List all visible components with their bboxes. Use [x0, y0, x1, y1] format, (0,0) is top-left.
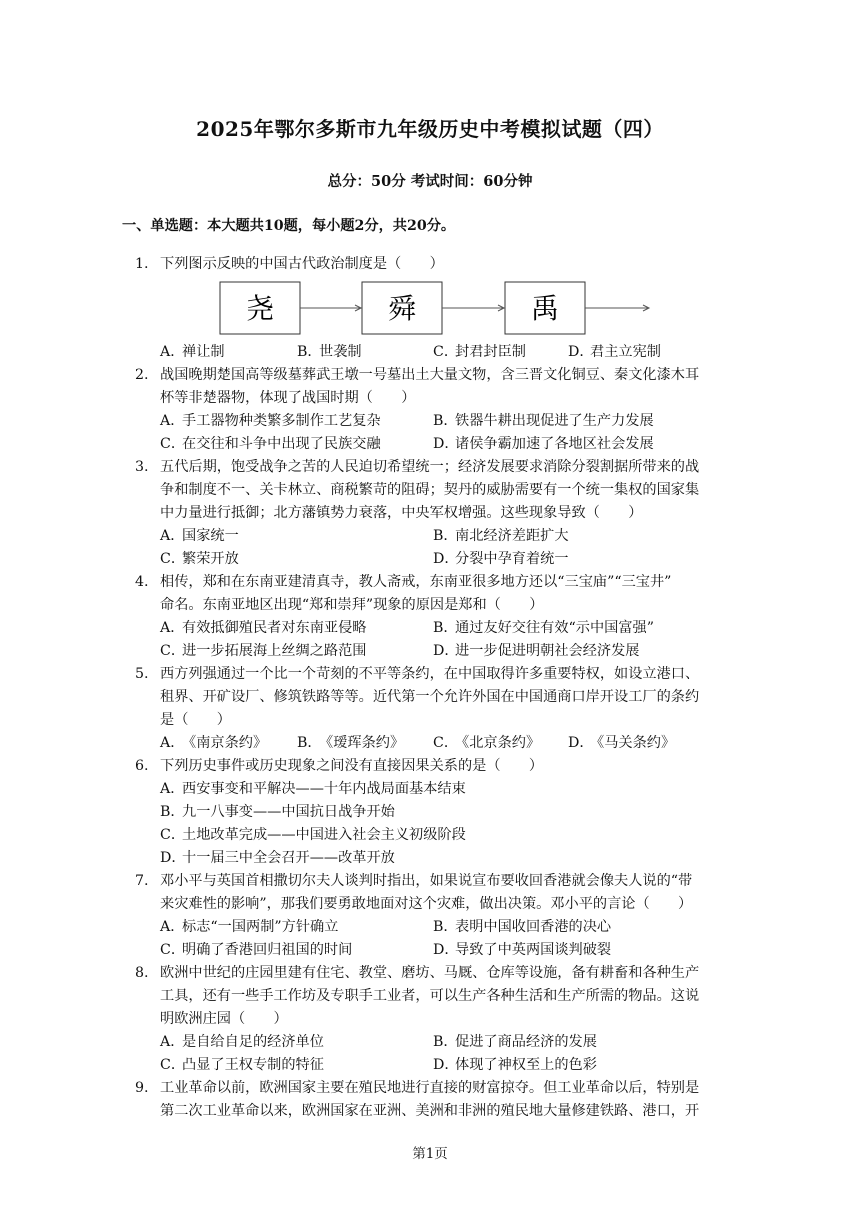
option-text: 是自给自足的经济单位	[182, 1034, 324, 1050]
question-number: 1.	[135, 256, 149, 272]
option-a[interactable]	[160, 410, 381, 433]
option-text: 《瑷珲条约》	[319, 735, 405, 751]
option-letter: D．	[568, 344, 594, 360]
option-letter: D．	[160, 850, 186, 866]
option-text: 分裂中孕育着统一	[455, 551, 569, 567]
option-text: 凸显了王权专制的特征	[182, 1057, 324, 1073]
question-stem-line	[0, 962, 860, 985]
question-stem-line	[0, 755, 860, 778]
option-text: 导致了中英两国谈判破裂	[455, 942, 612, 958]
option-a[interactable]	[160, 1031, 324, 1054]
option-d[interactable]	[433, 939, 611, 962]
diagram-label: 舜	[387, 292, 417, 325]
option-letter: C．	[160, 942, 186, 958]
succession-diagram	[0, 279, 860, 337]
option-b[interactable]	[433, 525, 569, 548]
option-a[interactable]	[160, 778, 466, 801]
question-stem-text: 相传，郑和在东南亚建清真寺，教人斋戒，东南亚很多地方还以“三宝庙”“三宝井”	[160, 574, 672, 590]
question-number: 9.	[135, 1080, 149, 1096]
option-text: 进一步拓展海上丝绸之路范围	[182, 643, 367, 659]
option-letter: A．	[160, 344, 185, 360]
option-letter: A．	[160, 620, 185, 636]
option-text: 有效抵御殖民者对东南亚侵略	[182, 620, 367, 636]
option-letter: B．	[297, 735, 322, 751]
question-1	[0, 253, 860, 364]
options-row	[0, 916, 860, 939]
options-row	[0, 433, 860, 456]
option-text: 进一步促进明朝社会经济发展	[455, 643, 640, 659]
question-8	[0, 962, 860, 1077]
question-number: 7.	[135, 873, 149, 889]
option-text: 明确了香港回归祖国的时间	[182, 942, 353, 958]
diagram-label: 尧	[245, 292, 275, 325]
options-row	[0, 525, 860, 548]
option-a[interactable]	[160, 341, 225, 364]
question-stem-line	[0, 1077, 860, 1100]
option-letter: A．	[160, 919, 185, 935]
diagram-label: 禹	[530, 292, 560, 325]
question-stem-text: 第二次工业革命以来，欧洲国家在亚洲、美洲和非洲的殖民地大量修建铁路、港口，开	[160, 1103, 700, 1119]
options-row	[0, 824, 860, 847]
option-a[interactable]	[160, 525, 239, 548]
option-d[interactable]	[433, 548, 569, 571]
option-letter: C．	[433, 735, 459, 751]
question-stem-text: 是（ ）	[160, 712, 231, 728]
options-row	[0, 778, 860, 801]
exam-subtitle: 总分：50分 考试时间：60分钟	[327, 173, 533, 190]
options-row	[0, 1054, 860, 1077]
option-letter: B．	[433, 413, 458, 429]
option-a[interactable]	[160, 617, 366, 640]
option-text: 西安事变和平解决——十年内战局面基本结束	[182, 781, 466, 797]
option-letter: B．	[433, 620, 458, 636]
option-b[interactable]	[297, 341, 362, 364]
question-stem-line	[0, 387, 860, 410]
question-stem-text: 欧洲中世纪的庄园里建有住宅、教堂、磨坊、马厩、仓库等设施，备有耕畜和各种生产	[160, 965, 700, 981]
option-c[interactable]	[160, 548, 239, 571]
option-letter: D．	[433, 436, 459, 452]
option-letter: A．	[160, 528, 185, 544]
option-d[interactable]	[568, 341, 661, 364]
section-heading: 一、单选题：本大题共10题，每小题2分，共20分。	[122, 218, 456, 234]
option-letter: A．	[160, 735, 185, 751]
option-b[interactable]	[433, 916, 611, 939]
exam-title: 2025年鄂尔多斯市九年级历史中考模拟试题（四）	[196, 117, 664, 141]
option-text: 《马关条约》	[590, 735, 676, 751]
question-stem-text: 五代后期，饱受战争之苦的人民迫切希望统一；经济发展要求消除分裂割据所带来的战	[160, 459, 700, 475]
option-text: 土地改革完成——中国进入社会主义初级阶段	[182, 827, 466, 843]
option-d[interactable]	[160, 847, 395, 870]
question-list	[0, 253, 860, 1123]
option-text: 世袭制	[319, 344, 362, 360]
question-stem-line	[0, 709, 860, 732]
question-3	[0, 456, 860, 571]
option-letter: A．	[160, 781, 185, 797]
option-b[interactable]	[160, 801, 395, 824]
options-row	[0, 732, 860, 755]
question-stem-line	[0, 571, 860, 594]
option-letter: B．	[297, 344, 322, 360]
option-text: 十一届三中全会召开——改革开放	[182, 850, 395, 866]
option-letter: D．	[433, 551, 459, 567]
question-stem-line	[0, 456, 860, 479]
option-c[interactable]	[160, 1054, 324, 1077]
option-text: 表明中国收回香港的决心	[455, 919, 612, 935]
question-stem-text: 下列历史事件或历史现象之间没有直接因果关系的是（ ）	[160, 758, 544, 774]
question-number: 3.	[135, 459, 149, 475]
option-d[interactable]	[433, 1054, 597, 1077]
option-text: 通过友好交往有效“示中国富强”	[455, 620, 654, 636]
option-letter: D．	[568, 735, 594, 751]
option-c[interactable]	[160, 939, 352, 962]
option-c[interactable]	[433, 732, 540, 755]
option-letter: A．	[160, 1034, 185, 1050]
question-stem-line	[0, 479, 860, 502]
question-stem-line	[0, 1100, 860, 1123]
option-letter: C．	[160, 551, 186, 567]
options-row	[0, 640, 860, 663]
option-c[interactable]	[160, 640, 366, 663]
option-letter: D．	[433, 643, 459, 659]
option-letter: B．	[433, 919, 458, 935]
option-text: 在交往和斗争中出现了民族交融	[182, 436, 381, 452]
option-letter: C．	[160, 436, 186, 452]
question-stem-text: 工具，还有一些手工作坊及专职手工业者，可以生产各种生活和生产所需的物品。这说	[160, 988, 700, 1004]
question-stem-text: 争和制度不一、关卡林立、商税繁苛的阻碍；契丹的威胁需要有一个统一集权的国家集	[160, 482, 700, 498]
question-stem-text: 来灾难性的影响”，那我们要勇敢地面对这个灾难，做出决策。邓小平的言论（ ）	[160, 896, 693, 912]
option-c[interactable]	[433, 341, 526, 364]
question-stem-line	[0, 985, 860, 1008]
option-text: 禅让制	[182, 344, 225, 360]
question-number: 6.	[135, 758, 149, 774]
options-row	[0, 617, 860, 640]
options-row	[0, 801, 860, 824]
option-letter: B．	[433, 528, 458, 544]
question-stem-line	[0, 870, 860, 893]
option-c[interactable]	[160, 433, 381, 456]
option-d[interactable]	[433, 640, 639, 663]
option-letter: C．	[433, 344, 459, 360]
option-letter: D．	[433, 942, 459, 958]
question-6	[0, 755, 860, 870]
option-text: 南北经济差距扩大	[455, 528, 569, 544]
option-text: 九一八事变——中国抗日战争开始	[182, 804, 395, 820]
option-a[interactable]	[160, 916, 338, 939]
option-letter: C．	[160, 643, 186, 659]
question-stem-text: 杯等非楚器物，体现了战国时期（ ）	[160, 390, 416, 406]
question-stem-text: 邓小平与英国首相撒切尔夫人谈判时指出，如果说宣布要收回香港就会像夫人说的“带	[160, 873, 693, 889]
option-letter: C．	[160, 1057, 186, 1073]
options-row	[0, 548, 860, 571]
question-number: 5.	[135, 666, 149, 682]
option-text: 国家统一	[182, 528, 239, 544]
option-letter: B．	[160, 804, 185, 820]
page-number: 第1页	[412, 1146, 448, 1162]
question-stem-line	[0, 594, 860, 617]
question-stem-line	[0, 502, 860, 525]
option-text: 君主立宪制	[590, 344, 661, 360]
option-text: 繁荣开放	[182, 551, 239, 567]
option-b[interactable]	[297, 732, 404, 755]
question-stem-line	[0, 1008, 860, 1031]
option-d[interactable]	[433, 433, 654, 456]
option-text: 铁器牛耕出现促进了生产力发展	[455, 413, 654, 429]
question-2	[0, 364, 860, 456]
question-stem-text: 命名。东南亚地区出现“郑和崇拜”现象的原因是郑和（ ）	[160, 597, 544, 613]
option-letter: D．	[433, 1057, 459, 1073]
options-row	[0, 410, 860, 433]
question-stem-text: 战国晚期楚国高等级墓葬武王墩一号墓出土大量文物，含三晋文化铜豆、秦文化漆木耳	[160, 367, 700, 383]
option-letter: C．	[160, 827, 186, 843]
question-stem-text: 明欧洲庄园（ ）	[160, 1011, 288, 1027]
option-text: 标志“一国两制”方针确立	[182, 919, 339, 935]
question-stem-line	[0, 686, 860, 709]
option-text: 手工器物种类繁多制作工艺复杂	[182, 413, 381, 429]
option-letter: A．	[160, 413, 185, 429]
option-c[interactable]	[160, 824, 466, 847]
diagram-svg	[0, 279, 860, 337]
question-stem-line	[0, 364, 860, 387]
question-stem-text: 租界、开矿设厂、修筑铁路等等。近代第一个允许外国在中国通商口岸开设工厂的条约	[160, 689, 700, 705]
question-stem-text: 下列图示反映的中国古代政治制度是（ ）	[160, 256, 444, 272]
option-b[interactable]	[433, 1031, 597, 1054]
question-stem-line	[0, 253, 860, 276]
question-7	[0, 870, 860, 962]
option-text: 促进了商品经济的发展	[455, 1034, 597, 1050]
question-9	[0, 1077, 860, 1123]
option-a[interactable]	[160, 732, 267, 755]
options-row	[0, 1031, 860, 1054]
question-5	[0, 663, 860, 755]
option-text: 体现了神权至上的色彩	[455, 1057, 597, 1073]
option-b[interactable]	[433, 410, 654, 433]
options-row	[0, 847, 860, 870]
question-number: 8.	[135, 965, 149, 981]
options-row	[0, 939, 860, 962]
question-number: 4.	[135, 574, 149, 590]
question-stem-line	[0, 893, 860, 916]
option-letter: B．	[433, 1034, 458, 1050]
option-text: 《北京条约》	[455, 735, 541, 751]
option-text: 诸侯争霸加速了各地区社会发展	[455, 436, 654, 452]
question-stem-text: 中力量进行抵御；北方藩镇势力衰落，中央军权增强。这些现象导致（ ）	[160, 505, 643, 521]
options-row	[0, 341, 860, 364]
question-stem-text: 西方列强通过一个比一个苛刻的不平等条约，在中国取得许多重要特权，如设立港口、	[160, 666, 700, 682]
option-d[interactable]	[568, 732, 675, 755]
question-stem-line	[0, 663, 860, 686]
option-text: 《南京条约》	[182, 735, 268, 751]
question-number: 2.	[135, 367, 149, 383]
question-4	[0, 571, 860, 663]
option-b[interactable]	[433, 617, 654, 640]
question-stem-text: 工业革命以前，欧洲国家主要在殖民地进行直接的财富掠夺。但工业革命以后，特别是	[160, 1080, 700, 1096]
option-text: 封君封臣制	[455, 344, 526, 360]
